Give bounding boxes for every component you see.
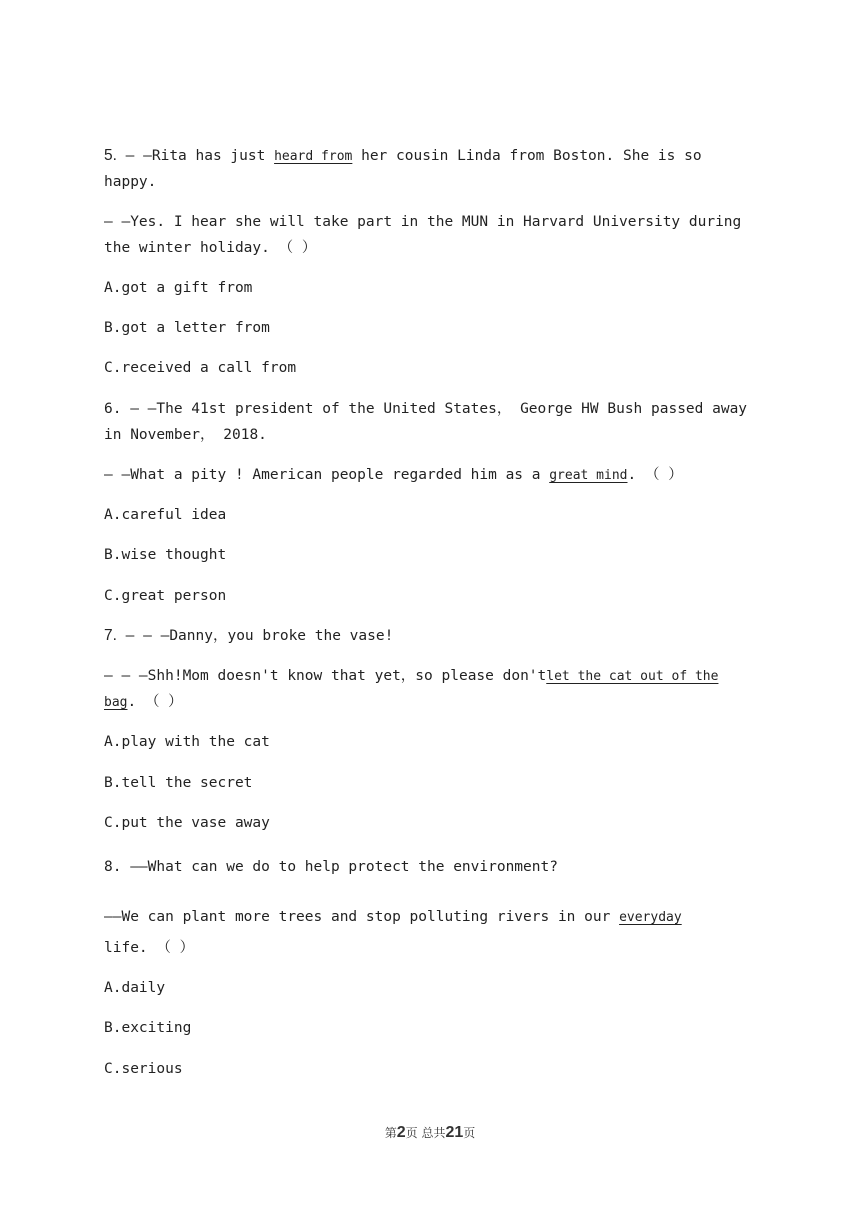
q6-line-2: in November， 2018. — [104, 427, 267, 443]
footer-page-number: 2 — [396, 1124, 406, 1141]
q5-option-c: C.received a call from — [104, 360, 297, 376]
q7-number: 7. — [104, 627, 117, 644]
q5-line-1 — [104, 146, 702, 167]
footer-prefix: 第 — [384, 1126, 397, 1140]
q6-text-a: – –What a pity ! American people regarded him as a — [104, 467, 550, 483]
q7-underlined-phrase: let the cat out of the — [546, 669, 719, 684]
q7-text-b: . （ ） — [127, 694, 183, 710]
footer-middle: 页 总共 — [405, 1126, 446, 1140]
q6-underlined-phrase: great mind — [549, 468, 628, 483]
page-footer — [0, 1124, 860, 1142]
q5-text-a: – –Rita has just — [116, 148, 275, 164]
q7-option-a: A.play with the cat — [104, 734, 270, 750]
q7-option-c: C.put the vase away — [104, 815, 270, 831]
q5-number: 5. — [104, 147, 117, 164]
q7-option-b: B.tell the secret — [104, 775, 253, 791]
footer-suffix: 页 — [463, 1126, 476, 1140]
q7-line-1 — [104, 626, 393, 646]
q6-option-c: C.great person — [104, 588, 227, 604]
q5-text-b: her cousin Linda from Boston. She is so — [352, 148, 702, 164]
q8-underlined-word: everyday — [619, 910, 682, 925]
q8-option-a: A.daily — [104, 980, 166, 996]
q7-line-2 — [104, 666, 718, 687]
q8-line-1: 8. ——What can we do to help protect the environment? — [104, 859, 558, 875]
q6-line-3 — [104, 465, 683, 486]
q6-option-b: B.wise thought — [104, 547, 227, 563]
q5-option-b: B.got a letter from — [104, 320, 270, 336]
q6-line-1: 6. – –The 41st president of the United States， George HW Bush passed away — [104, 401, 748, 417]
q6-option-a: A.careful idea — [104, 507, 227, 523]
q8-line-2 — [104, 907, 682, 928]
q5-option-a: A.got a gift from — [104, 280, 253, 296]
q5-line-3: – –Yes. I hear she will take part in the MUN in Harvard University during — [104, 214, 742, 230]
q8-option-c: C.serious — [104, 1061, 183, 1077]
q5-line-4: the winter holiday. （ ） — [104, 240, 317, 256]
q7-text: – – –Danny，you broke the vase! — [116, 628, 394, 644]
q5-underlined-phrase: heard from — [274, 149, 353, 164]
q7-underlined-phrase-cont: bag — [104, 695, 128, 710]
q8-line-3: life. （ ） — [104, 940, 195, 956]
q8-option-b: B.exciting — [104, 1020, 192, 1036]
footer-total-pages: 21 — [445, 1124, 464, 1141]
q5-line-2: happy. — [104, 174, 157, 190]
q7-text-a: – – –Shh!Mom doesn't know that yet，so please don't — [104, 668, 547, 684]
q6-text-b: . （ ） — [627, 467, 683, 483]
q7-line-3 — [104, 692, 183, 713]
q8-text-a: ——We can plant more trees and stop polluting rivers in our — [104, 909, 620, 925]
